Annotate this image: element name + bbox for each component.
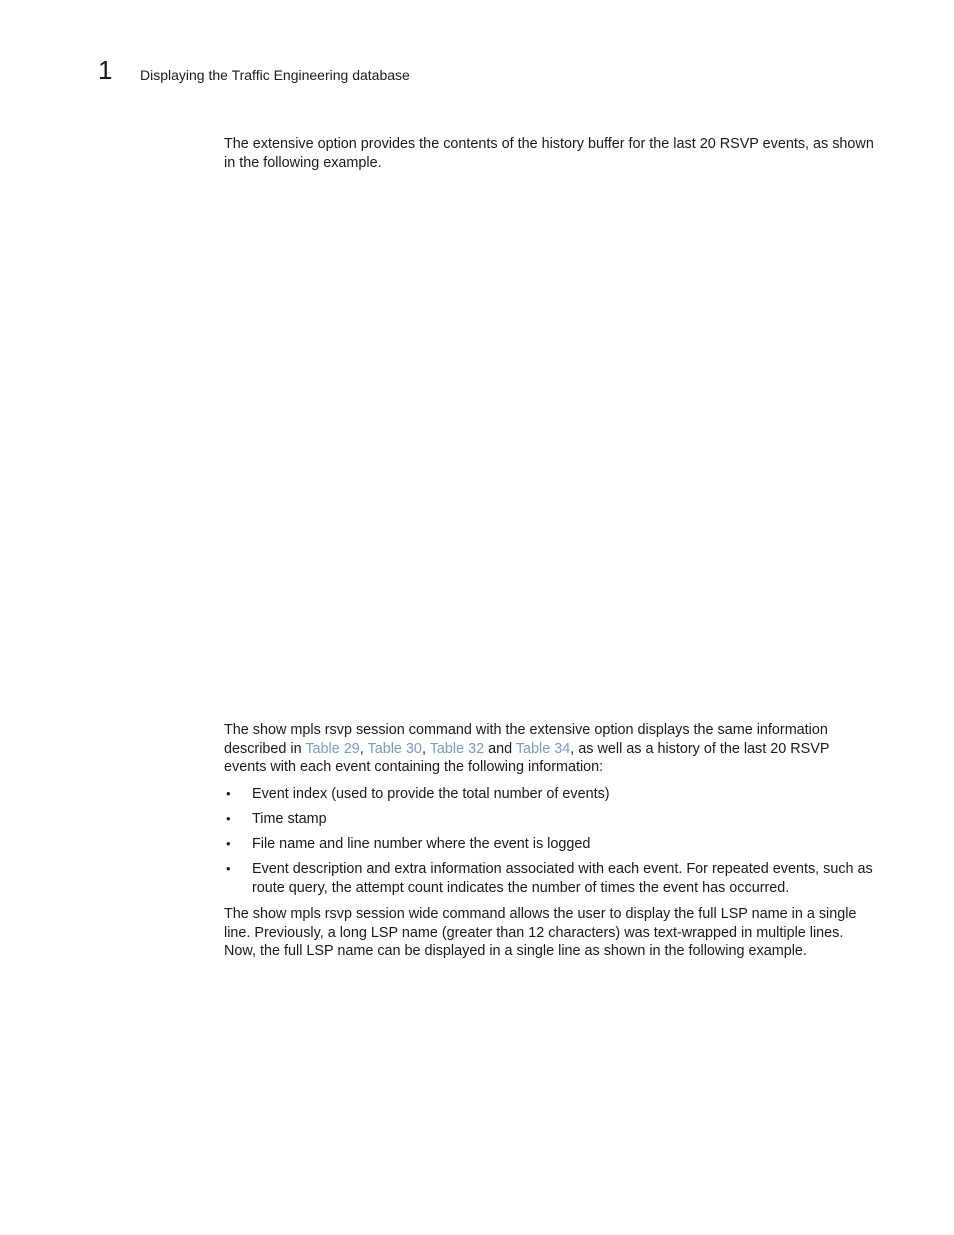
list-item <box>224 835 874 854</box>
intro-paragraph: The extensive option provides the contents of the history buffer for the last 20 RSVP events, as shown in the following example. <box>224 136 874 171</box>
table-32-link[interactable]: Table 32 <box>429 740 485 757</box>
chapter-number: 1 <box>98 55 113 85</box>
description-paragraph <box>224 721 874 777</box>
event-info-list <box>224 785 874 904</box>
list-item-text: Time stamp <box>252 811 327 827</box>
list-item-text: File name and line number where the event is logged <box>252 836 591 852</box>
list-item <box>224 860 874 897</box>
list-item-text: Event index (used to provide the total number of events) <box>252 786 610 802</box>
list-item-text: Event description and extra information associated with each event. For repeated events, such as route query, the attempt count indicates the number of times the event has occurred. <box>252 861 873 896</box>
separator: , <box>421 740 430 757</box>
list-item <box>224 810 874 829</box>
bullet-icon: • <box>226 836 231 851</box>
separator: , <box>359 740 368 757</box>
description-text-after: , as well as a history of the last 20 RSVP events with each event containing the following information: <box>224 740 830 776</box>
table-34-link[interactable]: Table 34 <box>515 740 571 757</box>
description-text-before: The show mpls rsvp session command with the extensive option displays the same information described in <box>224 722 828 757</box>
running-header-title: Displaying the Traffic Engineering database <box>140 67 410 83</box>
separator: and <box>484 740 516 757</box>
bullet-icon: • <box>226 786 231 801</box>
wide-command-paragraph: The show mpls rsvp session wide command allows the user to display the full LSP name in a single line. Previously, a long LSP name (greater than 12 characters) was text-wrapped in multiple lines. Now, the full LSP name can be displayed in a single line as shown in the following example. <box>224 906 857 960</box>
bullet-icon: • <box>226 811 231 826</box>
table-29-link[interactable]: Table 29 <box>305 740 360 757</box>
bullet-icon: • <box>226 861 231 876</box>
table-30-link[interactable]: Table 30 <box>367 740 422 757</box>
list-item <box>224 785 874 804</box>
